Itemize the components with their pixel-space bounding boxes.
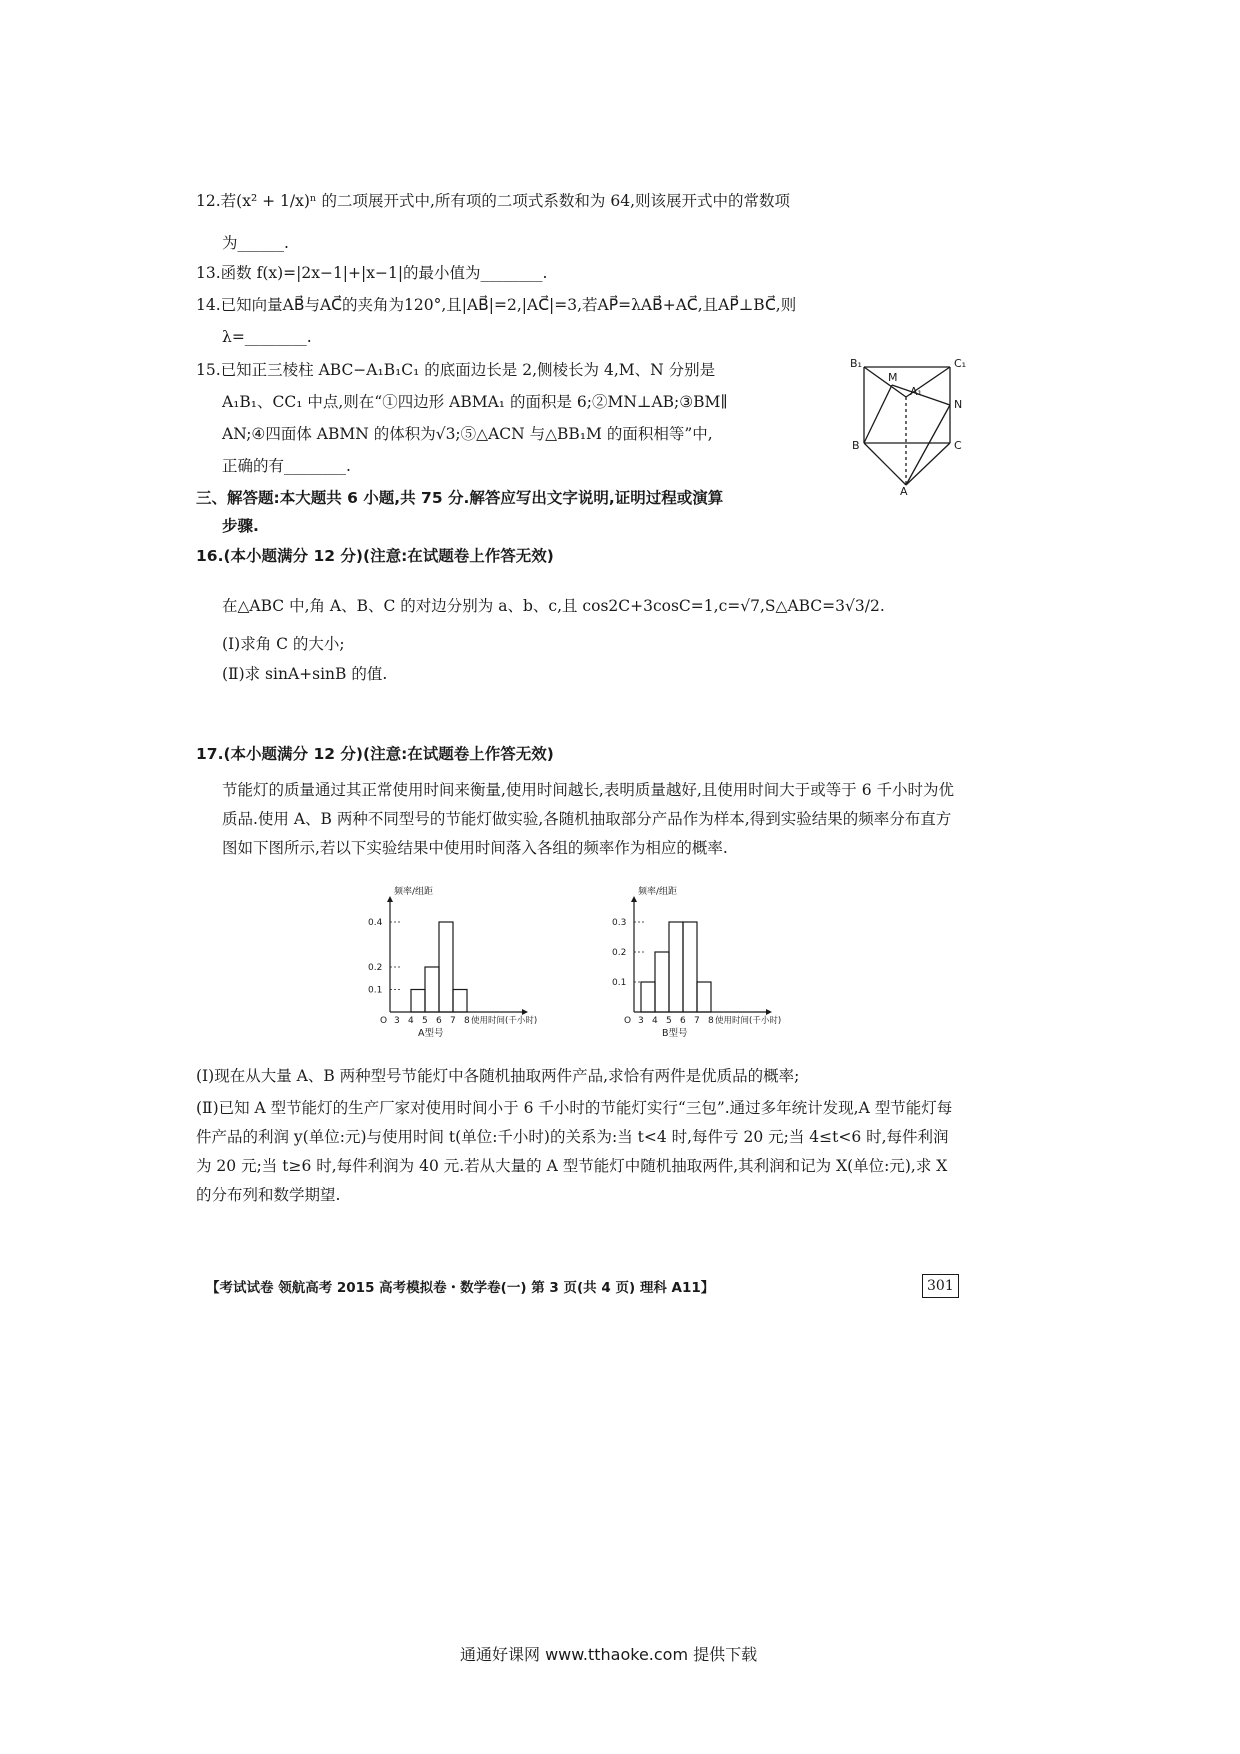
- x-tick-label: 7: [450, 1016, 456, 1026]
- y-axis-arrow: [631, 896, 637, 902]
- section3-line1: 三、解答题:本大题共 6 小题,共 75 分.解答应写出文字说明,证明过程或演算: [196, 489, 724, 507]
- label-N: N: [954, 398, 963, 411]
- watermark: 通通好课网 www.tthaoke.com 提供下载: [460, 1645, 758, 1664]
- q16-stem: 在△ABC 中,角 A、B、C 的对边分别为 a、b、c,且 cos2C+3cosC=1,c=√7,S△ABC=3√3/2.: [222, 597, 885, 615]
- q17-header: 17.(本小题满分 12 分)(注意:在试题卷上作答无效): [196, 745, 554, 763]
- x-axis-arrow: [522, 1009, 528, 1015]
- y-tick-label: 0.1: [612, 978, 627, 988]
- histogram-bar: [453, 990, 467, 1013]
- x-tick-label: 3: [394, 1016, 400, 1026]
- x-tick-label: 6: [680, 1016, 686, 1026]
- x-tick-label: 4: [652, 1016, 658, 1026]
- label-B: B: [852, 439, 860, 452]
- chart-title: B型号: [662, 1028, 688, 1039]
- x-tick-label: 8: [708, 1016, 714, 1026]
- q12-line1: 12.若(x² + 1/x)ⁿ 的二项展开式中,所有项的二项式系数和为 64,则该展开式中的常数项: [196, 192, 791, 210]
- y-axis-arrow: [387, 896, 393, 902]
- footer-text: 【考试试卷 领航高考 2015 高考模拟卷・数学卷(一) 第 3 页(共 4 页) 理科 A11】: [206, 1280, 715, 1296]
- histogram-b: [592, 884, 792, 1049]
- q17-part1: (Ⅰ)现在从大量 A、B 两种型号节能灯中各随机抽取两件产品,求恰有两件是优质品的概率;: [196, 1067, 800, 1085]
- histogram-bar: [439, 922, 453, 1012]
- q16-part2: (Ⅱ)求 sinA+sinB 的值.: [222, 665, 388, 683]
- histogram-bar: [411, 990, 425, 1013]
- q14-line1: 14.已知向量AB⃗与AC⃗的夹角为120°,且|AB⃗|=2,|AC⃗|=3,若AP⃗=λAB⃗+AC⃗,且AP⃗⊥BC⃗,则: [196, 296, 797, 314]
- y-tick-label: 0.3: [612, 918, 627, 928]
- origin-label: O: [380, 1016, 388, 1026]
- histogram-bar: [669, 922, 683, 1012]
- q14-line2: λ=________.: [222, 328, 312, 346]
- label-B1: B₁: [850, 357, 862, 370]
- q17-part2: (Ⅱ)已知 A 型节能灯的生产厂家对使用时间小于 6 千小时的节能灯实行“三包”.通过多年统计发现,A 型节能灯每件产品的利润 y(单位:元)与使用时间 t(单位:千小时)的关系为:当 t<4 时,每件亏 20 元;当 4≤t<6 时,每件利润为 20 元;当 t≥6 时,每件利润为 40 元.若从大量的 A 型节能灯中随机抽取两件,其利润和记为 X(单位:元),求 X 的分布列和数学期望.: [196, 1099, 953, 1204]
- q12-line2: 为______.: [222, 234, 289, 252]
- q15-line1: 15.已知正三棱柱 ABC−A₁B₁C₁ 的底面边长是 2,侧棱长为 4,M、N 分别是: [196, 361, 716, 379]
- q15-line4: 正确的有________.: [222, 457, 351, 475]
- q15-line3: AN;④四面体 ABMN 的体积为√3;⑤△ACN 与△BB₁M 的面积相等”中,: [222, 425, 713, 443]
- label-C1: C₁: [954, 357, 967, 370]
- x-tick-label: 4: [408, 1016, 414, 1026]
- histogram-a: [348, 884, 548, 1049]
- y-axis-label: 频率/组距: [638, 887, 678, 897]
- q13-text: 13.函数 f(x)=|2x−1|+|x−1|的最小值为________.: [196, 264, 548, 282]
- x-tick-label: 6: [436, 1016, 442, 1026]
- x-tick-label: 5: [422, 1016, 428, 1026]
- x-tick-label: 8: [464, 1016, 470, 1026]
- x-tick-label: 3: [638, 1016, 644, 1026]
- x-axis-arrow: [766, 1009, 772, 1015]
- label-A1: A₁: [910, 385, 922, 398]
- histogram-bar: [697, 982, 711, 1012]
- q15-line2: A₁B₁、CC₁ 中点,则在“①四边形 ABMA₁ 的面积是 6;②MN⊥AB;③BM∥: [222, 393, 728, 411]
- histogram-bar: [683, 922, 697, 1012]
- origin-label: O: [624, 1016, 632, 1026]
- q16-header: 16.(本小题满分 12 分)(注意:在试题卷上作答无效): [196, 547, 554, 565]
- q17-stem: 节能灯的质量通过其正常使用时间来衡量,使用时间越长,表明质量越好,且使用时间大于或等于 6 千小时为优质品.使用 A、B 两种不同型号的节能灯做实验,各随机抽取部分产品作为样本,得到实验结果的频率分布直方图如下图所示,若以下实验结果中使用时间落入各组的频率作为相应的概率.: [222, 781, 954, 857]
- label-C: C: [954, 439, 962, 452]
- prism-figure: [850, 355, 970, 495]
- y-tick-label: 0.4: [368, 918, 383, 928]
- section3-line2: 步骤.: [222, 517, 259, 535]
- histogram-bar: [425, 967, 439, 1012]
- y-tick-label: 0.2: [612, 948, 627, 958]
- label-M: M: [888, 371, 898, 384]
- histogram-bar: [655, 952, 669, 1012]
- y-axis-label: 频率/组距: [394, 887, 434, 897]
- label-A: A: [900, 485, 908, 495]
- x-axis-label: 使用时间(千小时): [715, 1016, 782, 1026]
- x-tick-label: 5: [666, 1016, 672, 1026]
- footer-page-box: 301: [922, 1274, 959, 1298]
- histogram-bar: [641, 982, 655, 1012]
- q16-part1: (Ⅰ)求角 C 的大小;: [222, 635, 345, 653]
- y-tick-label: 0.1: [368, 985, 383, 996]
- chart-title: A型号: [418, 1028, 444, 1039]
- x-tick-label: 7: [694, 1016, 700, 1026]
- y-tick-label: 0.2: [368, 963, 383, 973]
- x-axis-label: 使用时间(千小时): [471, 1016, 538, 1026]
